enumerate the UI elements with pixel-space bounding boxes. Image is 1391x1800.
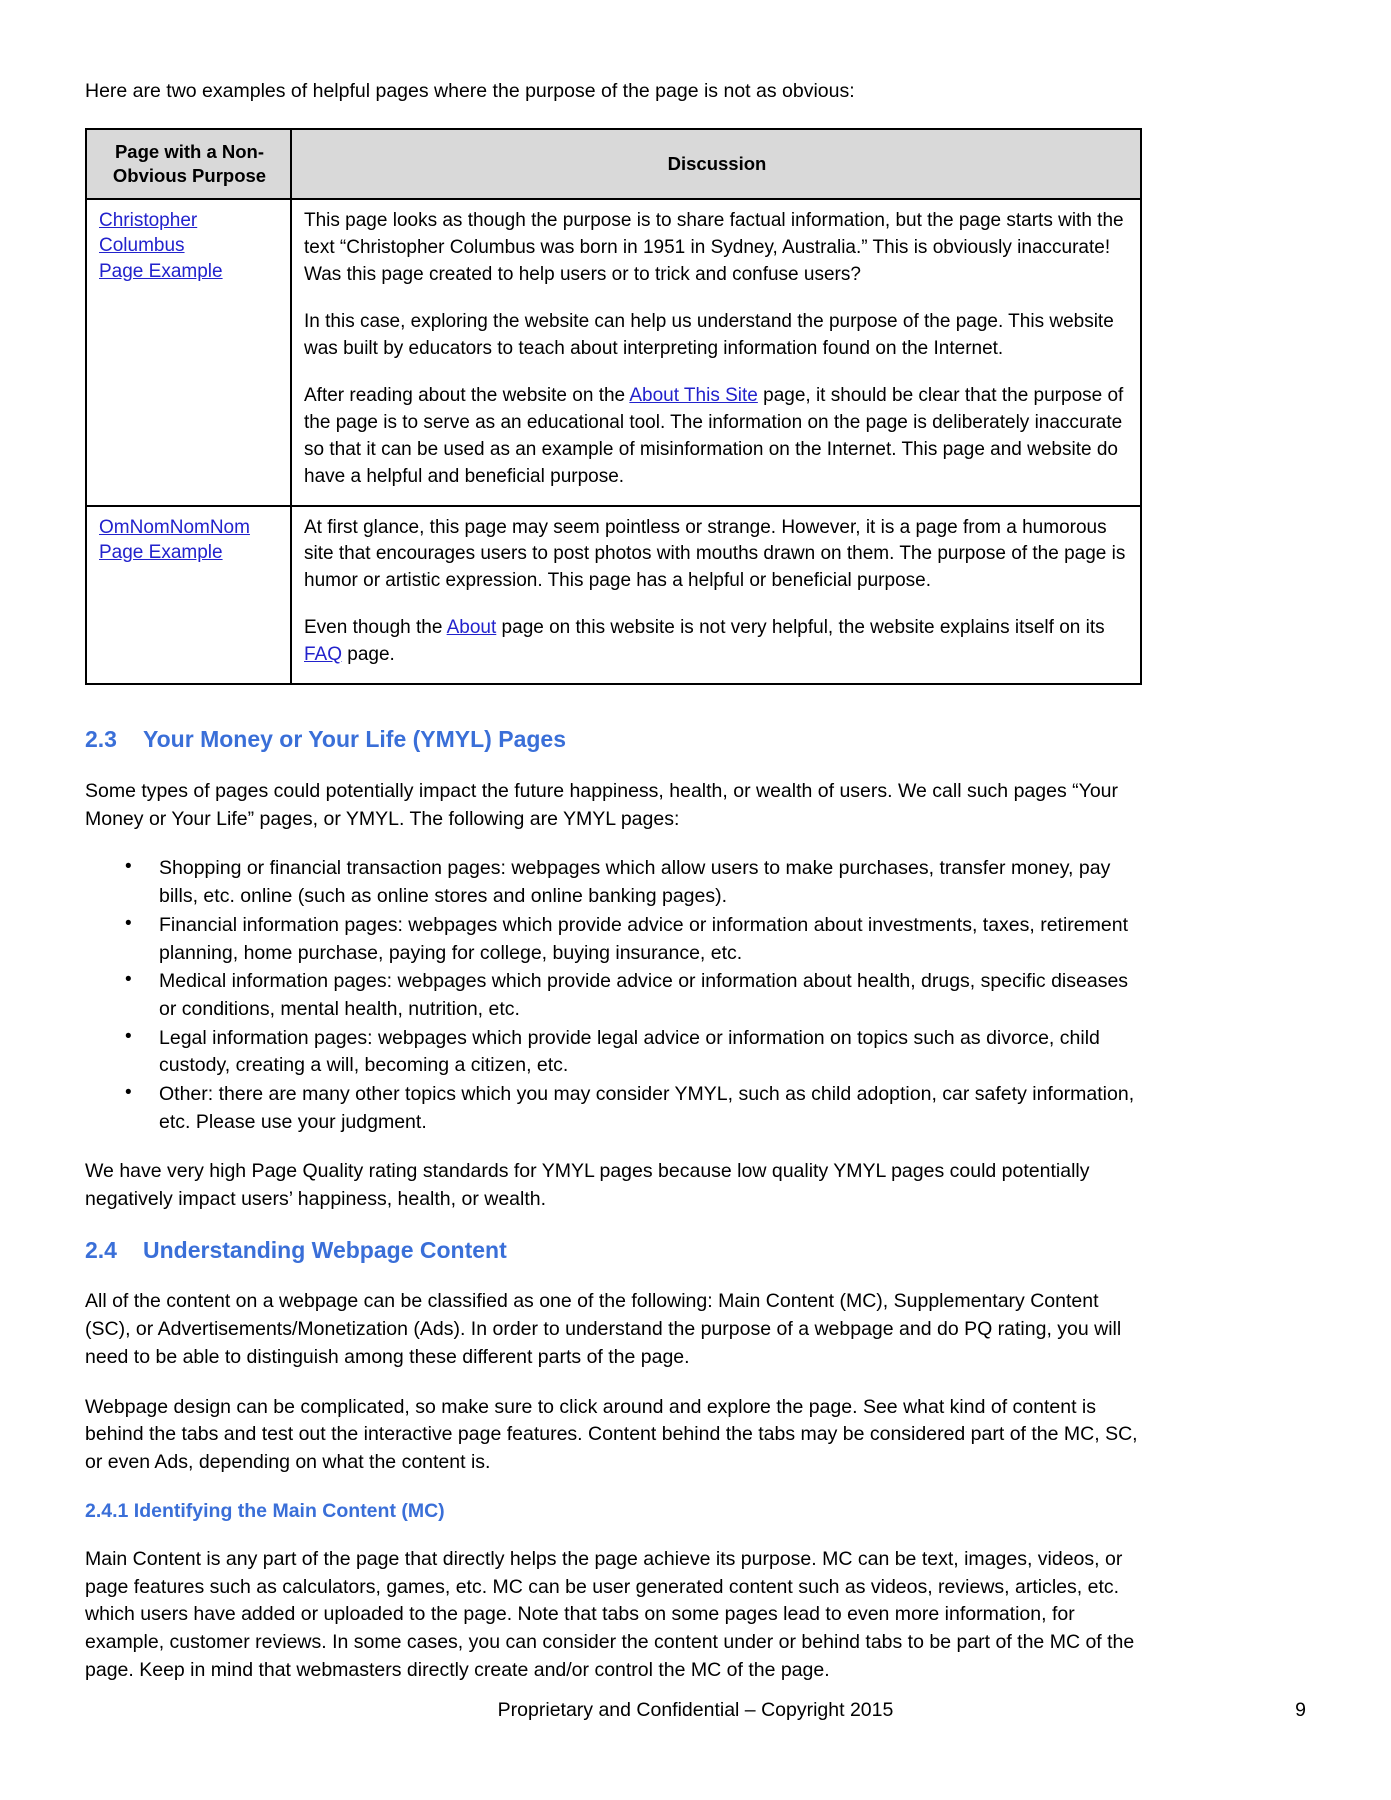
section-2-4-1-paragraph-1: Main Content is any part of the page that directly helps the page achieve its purpose. MC can be text, images, videos, or page features such as calculators, games, etc. MC can be user generated content such as videos, reviews, articles, etc. which users have added or uploaded to the page. Note that tabs on some pages lead to even more information, for example, customer reviews. In some cases, you can consider the content under or behind tabs to be part of the MC of the page. Keep in mind that webmasters directly create and/or control the MC of the page. <box>85 1547 1135 1681</box>
link-line-2: Page Example <box>99 261 223 283</box>
discussion-cell-omnomnomnom <box>291 506 1141 685</box>
christopher-columbus-page-example-link[interactable] <box>99 210 223 282</box>
discussion-paragraph-1: This page looks as though the purpose is to share factual information, but the page starts with the text “Christopher Columbus was born in 1951 in Sydney, Australia.” This is obviously inaccurate! Was this page created to help users or to trick and confuse users? <box>304 209 1124 285</box>
ymyl-closing-paragraph: We have very high Page Quality rating standards for YMYL pages because low quality YMYL pages could potentially negatively impact users’ happiness, health, or wealth. <box>85 1160 1090 1211</box>
section-heading-2-4-1: 2.4.1 Identifying the Main Content (MC) <box>85 1499 445 1522</box>
non-obvious-purpose-table <box>85 128 1142 686</box>
footer-page-number: 9 <box>1295 1699 1306 1721</box>
ymyl-bullet-list <box>85 855 1140 1136</box>
page-content <box>85 78 1140 1684</box>
paragraph-text-between-links: page on this website is not very helpful, the website explains itself on its <box>496 617 1105 639</box>
list-item-text: Financial information pages: webpages which provide advice or information about investments, taxes, retirement planning, home purchase, paying for college, buying insurance, etc. <box>159 913 1129 964</box>
bullet-icon: • <box>125 856 132 878</box>
about-this-site-link[interactable]: About This Site <box>629 384 758 406</box>
ymyl-intro-paragraph: Some types of pages could potentially impact the future happiness, health, or wealth of users. We call such pages “Your Money or Your Life” pages, or YMYL. The following are YMYL pages: <box>85 780 1119 830</box>
bullet-icon: • <box>125 969 132 991</box>
paragraph-text-before-link: After reading about the website on the <box>304 384 630 406</box>
section-title-2-4: Understanding Webpage Content <box>143 1236 507 1263</box>
list-item-text: Other: there are many other topics which you may consider YMYL, such as child adoption, car safety information, etc. Please use your judgment. <box>159 1082 1135 1133</box>
list-item-text: Legal information pages: webpages which provide legal advice or information on topics such as divorce, child custody, creating a will, becoming a citizen, etc. <box>159 1026 1100 1077</box>
discussion-paragraph-1: At first glance, this page may seem pointless or strange. However, it is a page from a humorous site that encourages users to post photos with mouths drawn on them. The purpose of the page is humor or artistic expression. This page has a helpful or beneficial purpose. <box>304 516 1126 592</box>
table-header-discussion: Discussion <box>291 129 1141 199</box>
discussion-paragraph-2: In this case, exploring the website can help us understand the purpose of the page. This website was built by educators to teach about interpreting information found on the Internet. <box>304 310 1114 359</box>
link-line-1: OmNomNomNom <box>99 516 250 538</box>
section-title-2-3: Your Money or Your Life (YMYL) Pages <box>143 726 566 753</box>
paragraph-text-before-link: Even though the <box>304 617 447 639</box>
section-heading-2-3 <box>85 725 1140 754</box>
bullet-icon: • <box>125 912 132 934</box>
bullet-icon: • <box>125 1081 132 1103</box>
omnomnomnom-page-example-link[interactable] <box>99 517 250 564</box>
page-footer <box>85 1699 1306 1722</box>
intro-paragraph: Here are two examples of helpful pages where the purpose of the page is not as obvious: <box>85 80 855 102</box>
table-row <box>86 199 1141 506</box>
list-item <box>85 912 1140 967</box>
discussion-paragraph-3 <box>304 383 1130 491</box>
section-2-4-paragraph-2: Webpage design can be complicated, so make sure to click around and explore the page. See what kind of content is behind the tabs and test out the interactive page features. Content behind the tabs may be considered part of the MC, SC, or even Ads, depending on what the content is. <box>85 1395 1138 1473</box>
table-row <box>86 506 1141 685</box>
section-number-2-4: 2.4 <box>85 1236 117 1263</box>
example-link-cell-christopher-columbus <box>86 199 291 506</box>
link-line-2: Page Example <box>99 542 223 564</box>
discussion-paragraph-2 <box>304 615 1130 669</box>
section-2-4-paragraph-1: All of the content on a webpage can be classified as one of the following: Main Content (MC), Supplementary Content (SC), or Advertisements/Monetization (Ads). In order to understand the purpose of a webpage and do PQ rating, you will need to be able to distinguish among these different parts of the page. <box>85 1290 1122 1368</box>
list-item-text: Shopping or financial transaction pages: webpages which allow users to make purchases, transfer money, pay bills, etc. online (such as online stores and online banking pages). <box>159 857 1111 908</box>
list-item-text: Medical information pages: webpages which provide advice or information about health, drugs, specific diseases or conditions, mental health, nutrition, etc. <box>159 970 1129 1020</box>
list-item <box>85 1025 1140 1080</box>
paragraph-text-after-link: page, it should be clear that the purpose of the page is to serve as an educational tool. The information on the page is deliberately inaccurate so that it can be used as an example of misinformation on the Internet. This page and website do have a helpful and beneficial purpose. <box>304 384 1124 487</box>
table-header-page-with-non-obvious-purpose: Page with a Non-Obvious Purpose <box>86 129 291 199</box>
discussion-cell-christopher-columbus <box>291 199 1141 506</box>
faq-link[interactable]: FAQ <box>304 644 343 666</box>
bullet-icon: • <box>125 1025 132 1047</box>
section-heading-2-4 <box>85 1236 1140 1265</box>
paragraph-text-after-link: page. <box>342 644 395 666</box>
example-link-cell-omnomnomnom <box>86 506 291 685</box>
link-line-1: Christopher Columbus <box>99 209 198 257</box>
list-item <box>85 968 1140 1023</box>
list-item <box>85 1081 1140 1136</box>
about-link[interactable]: About <box>446 617 497 639</box>
list-item <box>85 855 1140 910</box>
footer-copyright-text: Proprietary and Confidential – Copyright 2015 <box>497 1699 894 1721</box>
section-number-2-3: 2.3 <box>85 726 117 753</box>
table-header-row <box>86 129 1141 199</box>
